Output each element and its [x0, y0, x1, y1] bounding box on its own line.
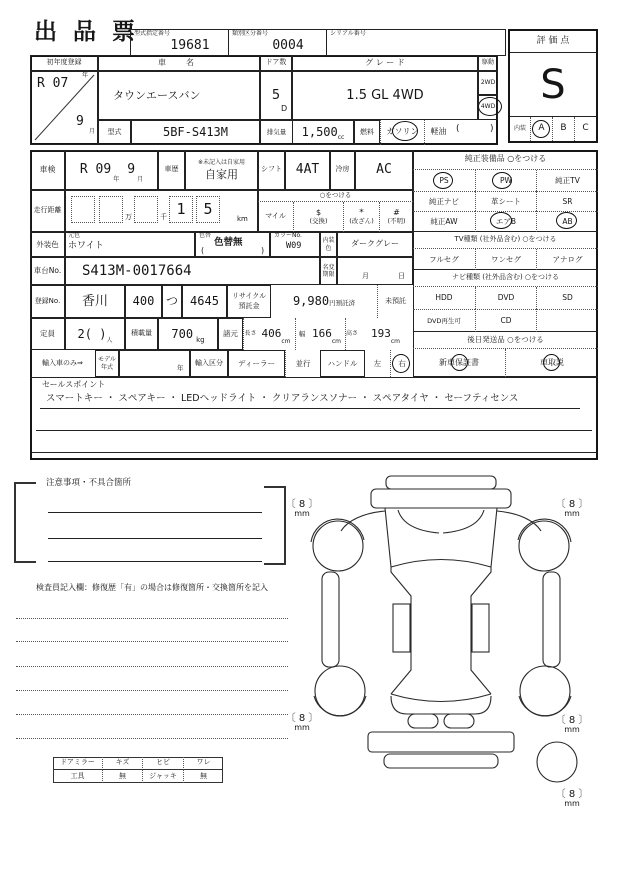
- doors-header: ドア数: [260, 55, 292, 71]
- later-header: 後日発送品 ○をつける: [413, 332, 598, 349]
- spec-label: 諸元: [218, 318, 243, 350]
- mileage-sen-unit: 千: [160, 213, 167, 221]
- ac-label: 冷房: [330, 150, 355, 190]
- serial-number-label: シリアル番号: [330, 30, 366, 37]
- sales-points-label: セールスポイント: [42, 380, 106, 389]
- reg-class: 400: [125, 285, 162, 318]
- width-unit: cm: [331, 337, 342, 345]
- tire-spare-unit: mm: [564, 799, 580, 809]
- mileage-circle-note: ○をつける: [258, 190, 413, 202]
- equip-navi: 純正ナビ: [413, 191, 475, 211]
- mileage-opt-unknown: [379, 202, 413, 232]
- import-only-label: 輸入車のみ⇒: [42, 358, 83, 367]
- tire-rr-unit: mm: [564, 725, 580, 735]
- first-reg-month-unit: 月: [89, 128, 96, 135]
- displacement-value: 1,500: [301, 125, 338, 140]
- width-label: 幅: [295, 318, 308, 350]
- displacement-label-cell: 排気量: [260, 120, 293, 145]
- history-note: ※未記入は自家用: [197, 158, 246, 166]
- reg-area: 香川: [65, 285, 125, 318]
- car-name-header: 車 名: [98, 55, 260, 71]
- doors-value: 5: [271, 87, 281, 103]
- drive-4wd-cell: 4WD: [478, 95, 498, 120]
- tire-rr-value: 〔 8 〕: [555, 714, 589, 726]
- length-unit: cm: [281, 337, 291, 345]
- notes-line-1: [48, 512, 262, 513]
- tv-fullseg: フルセグ: [429, 254, 459, 264]
- dollar-symbol: $: [315, 208, 322, 218]
- load-number: 700: [171, 326, 194, 341]
- navi-empty: [536, 309, 598, 332]
- length-value: [257, 318, 295, 350]
- recycle-amount: 9,980: [292, 294, 330, 309]
- odometer-box-3: [134, 196, 158, 223]
- circle-mark-ps: [433, 172, 453, 189]
- handle-label: ハンドル: [320, 350, 365, 377]
- handle-right: 右: [390, 350, 413, 377]
- tampered-label: (改ざん): [349, 217, 374, 226]
- tool-label: 工具: [70, 771, 85, 780]
- interior-grade-a: A: [530, 117, 552, 141]
- navi-dvd: DVD: [475, 287, 536, 309]
- interior-grade-b: B: [552, 117, 574, 141]
- circle-mark-pw: [492, 172, 512, 189]
- equip-abs: AB: [536, 211, 598, 232]
- int-color-label: 内装色: [320, 232, 337, 257]
- height-unit: cm: [390, 337, 401, 345]
- history-label: 車歴: [158, 150, 185, 190]
- evaluation-header: 評 価 点: [510, 31, 596, 53]
- equipment-header: 純正装備品 ○をつける: [413, 150, 598, 170]
- orig-color-label: 元色: [68, 232, 81, 239]
- tire-depth-spare: [552, 785, 592, 813]
- model-year-label: モデル年式: [95, 350, 119, 377]
- tire-fl-unit: mm: [294, 509, 310, 519]
- history-text: 自家用: [205, 167, 238, 181]
- history-value: [185, 150, 258, 190]
- sales-line-3: [32, 452, 596, 453]
- color-change-paren-open: (: [201, 246, 205, 255]
- unknown-label: (不明): [387, 216, 406, 225]
- mileage-km-unit: km: [237, 215, 248, 223]
- grade-header: グ レ ー ド: [292, 55, 478, 71]
- mirror-label: ドアミラー: [53, 757, 102, 770]
- fuel-label-cell: 燃料: [354, 120, 380, 145]
- tire-fr-value: 〔 8 〕: [555, 498, 589, 510]
- mileage-opt-mile: マイル: [265, 212, 286, 221]
- circle-mark-4wd: [478, 97, 502, 116]
- color-no-value: W09: [286, 241, 302, 251]
- reg-no-label: 登録No.: [30, 285, 65, 318]
- height-label: 高さ: [345, 318, 358, 350]
- shaken-year-unit: 年: [113, 175, 120, 183]
- car-name-value: タウンエースバン: [113, 88, 201, 102]
- notes-line-2: [48, 538, 262, 539]
- tire-fr-unit: mm: [564, 509, 580, 519]
- doors-cell: [260, 71, 292, 120]
- shaken-label: 車検: [30, 150, 65, 190]
- navi-sd: SD: [536, 287, 598, 309]
- color-change-label: 色替: [199, 232, 212, 239]
- tire-rl-value: 〔 8 〕: [285, 712, 319, 724]
- equip-pw: PW: [475, 170, 536, 191]
- circle-mark-gasoline: [392, 121, 418, 141]
- shaken-month-unit: 月: [137, 175, 144, 183]
- reg-number: 4645: [182, 285, 227, 318]
- model-value-cell: 5BF-S413M: [131, 120, 260, 145]
- height-value: [358, 318, 413, 350]
- first-reg-month: 9: [76, 114, 84, 129]
- color-change-paren-close: ): [261, 246, 265, 255]
- load-label: 積載量: [125, 318, 158, 350]
- interior-grade-label: 内装: [513, 124, 526, 132]
- recycle-deposited-label: 円預託済: [329, 299, 356, 308]
- notes-line-3: [48, 561, 262, 562]
- sales-points-text: スマートキー ・ スペアキー ・ LEDヘッドライト ・ クリアランスソナー ・ スペアタイヤ ・ セーフティセンス: [46, 393, 519, 404]
- hash-symbol: #: [393, 208, 400, 218]
- recycle-value: [271, 285, 377, 318]
- tv-analog: アナログ: [536, 249, 598, 270]
- fuel-gasoline-cell: ガソリン: [380, 120, 424, 145]
- shaken-era: R 09: [79, 162, 112, 178]
- model-code-label: 型式指定番号: [134, 30, 171, 37]
- capacity-number: 2( ): [77, 326, 107, 341]
- first-reg-year: R 07: [37, 76, 69, 91]
- car-name-cell: [98, 71, 260, 120]
- circle-mark-warranty: [451, 354, 468, 371]
- ext-color-label: 外装色: [30, 232, 65, 257]
- name-change-cell: [337, 257, 413, 285]
- circle-mark-manual: [543, 354, 560, 371]
- circle-mark-airbag: [490, 212, 512, 229]
- mileage-opt-tampered: [343, 202, 379, 232]
- mirror-scratch: キズ: [102, 757, 142, 770]
- jack-label: ジャッキ: [142, 770, 183, 783]
- circle-mark-abs: [556, 212, 577, 229]
- sales-line-2: [36, 430, 592, 431]
- mileage-man-unit: 万: [125, 213, 132, 221]
- int-color-value: ダークグレー: [337, 232, 413, 257]
- equip-ps: PS: [439, 175, 449, 185]
- displacement-value-cell: [292, 120, 354, 145]
- tv-oneseg: ワンセグ: [475, 249, 536, 270]
- fuel-diesel-cell: 軽油: [424, 120, 452, 145]
- recycle-label: リサイクル預託金: [227, 285, 271, 318]
- equip-tv: 純正TV: [536, 170, 598, 191]
- asterisk-symbol: *: [359, 207, 364, 218]
- circle-mark-handle-right: [392, 354, 410, 373]
- length-number: 406: [261, 327, 282, 341]
- first-reg-header: 初年度登録: [30, 55, 98, 71]
- class-code-label: 類別区分番号: [232, 30, 269, 37]
- navi-header: ナビ種類 (社外品含む) ○をつける: [413, 270, 598, 287]
- load-unit: kg: [196, 335, 205, 344]
- handle-left: 左: [373, 358, 382, 368]
- equip-aw: 純正AW: [413, 211, 475, 232]
- notes-label: 注意事項・不具合箇所: [46, 478, 132, 488]
- shaken-value: [65, 150, 158, 190]
- tire-depth-front-left: [282, 495, 322, 523]
- later-manual: 車取説: [505, 349, 598, 377]
- inspector-line-5: [16, 714, 288, 715]
- inspector-line-4: [16, 690, 288, 691]
- tire-fl-value: 〔 8 〕: [285, 498, 319, 510]
- mileage-label: 走行距離: [30, 190, 65, 232]
- import-class-label: 輸入区分: [190, 350, 228, 377]
- navi-dvd-play: DVD再生可: [413, 309, 475, 332]
- fuel-paren-close: ): [490, 124, 494, 134]
- equip-leather: 革シート: [475, 191, 536, 211]
- odometer-box-2: [99, 196, 123, 223]
- name-change-day: 日: [398, 272, 405, 280]
- chassis-label: 車台No.: [30, 257, 65, 285]
- width-value: [308, 318, 345, 350]
- capacity-unit: 人: [106, 336, 113, 344]
- shaken-month: 9: [127, 162, 136, 178]
- orig-color-value: ホワイト: [68, 241, 104, 251]
- class-code-value: 0004: [272, 38, 304, 53]
- vehicle-top-view-diagram: [300, 470, 590, 790]
- page-title: 出 品 票: [34, 19, 140, 45]
- import-parallel: 並行: [285, 350, 320, 377]
- odometer-box-5: 5: [196, 196, 220, 223]
- equip-airbag: エアB: [475, 211, 536, 232]
- circle-mark-interior-a: [532, 120, 550, 138]
- color-change-value: 色替無: [214, 237, 243, 248]
- odometer-box-4: 1: [169, 196, 193, 223]
- navi-cd: CD: [475, 309, 536, 332]
- model-year-unit: 年: [177, 364, 184, 372]
- shift-label: シフト: [258, 150, 285, 190]
- drive-header: 駆動: [478, 55, 498, 71]
- tool-none: 無: [102, 770, 142, 783]
- displacement-unit: cc: [337, 133, 345, 141]
- height-number: 193: [370, 327, 391, 341]
- mirror-broken: ワレ: [183, 757, 223, 770]
- navi-hdd: HDD: [435, 293, 453, 303]
- inspector-note-label: 検査員記入欄：修復歴「有」の場合は修復箇所・交換箇所を記入: [36, 583, 268, 592]
- jack-none: 無: [183, 770, 223, 783]
- capacity-value: [65, 318, 125, 350]
- interior-grade-c: C: [574, 117, 596, 141]
- grade-cell: 1.5 GL 4WD: [292, 71, 478, 120]
- inspector-line-2: [16, 641, 288, 642]
- sales-line-1: [40, 408, 580, 409]
- fuel-paren-open: (: [456, 124, 460, 134]
- tire-depth-rear-right: [552, 711, 592, 739]
- tire-rl-unit: mm: [294, 723, 310, 733]
- mirror-crack: ヒビ: [142, 757, 183, 770]
- equip-sr: SR: [536, 191, 598, 211]
- tire-spare-value: 〔 8 〕: [555, 788, 589, 800]
- ac-value: AC: [355, 150, 413, 190]
- shift-value: 4AT: [285, 150, 330, 190]
- width-number: 166: [311, 327, 332, 341]
- tv-header: TV種類 (社外品含む) ○をつける: [413, 232, 598, 249]
- later-warranty: 新車保証書: [439, 357, 479, 367]
- odometer-box-1: [71, 196, 95, 223]
- first-reg-year-unit: 年: [82, 72, 89, 79]
- inspector-line-3: [16, 666, 288, 667]
- tire-depth-rear-left: [282, 709, 322, 737]
- capacity-label: 定員: [30, 318, 65, 350]
- import-dealer: ディーラー: [228, 350, 285, 377]
- color-no-label: カラーNo.: [274, 232, 302, 239]
- evaluation-score: S: [540, 61, 566, 108]
- model-label-cell: 型式: [98, 120, 131, 145]
- inspector-line-1: [16, 618, 288, 619]
- name-change-label: 名変期限: [320, 257, 337, 285]
- mileage-opt-exchange: [293, 202, 343, 232]
- name-change-month: 月: [362, 272, 369, 280]
- exchange-label: (交換): [309, 216, 328, 225]
- model-code-value: 19681: [170, 38, 210, 53]
- reg-kana: つ: [162, 285, 182, 318]
- chassis-value: [65, 257, 320, 285]
- tire-depth-front-right: [552, 495, 592, 523]
- sales-points-section: [30, 377, 598, 458]
- length-label: 長さ: [243, 318, 257, 350]
- drive-2wd-cell: 2WD: [478, 71, 498, 95]
- inspector-line-6: [16, 738, 288, 739]
- load-value: [158, 318, 218, 350]
- doors-sub: D: [281, 104, 288, 113]
- notes-bracket-left: [14, 482, 36, 563]
- chassis-number: S413M-0017664: [82, 262, 192, 279]
- recycle-not-deposited: 未預託: [377, 285, 413, 318]
